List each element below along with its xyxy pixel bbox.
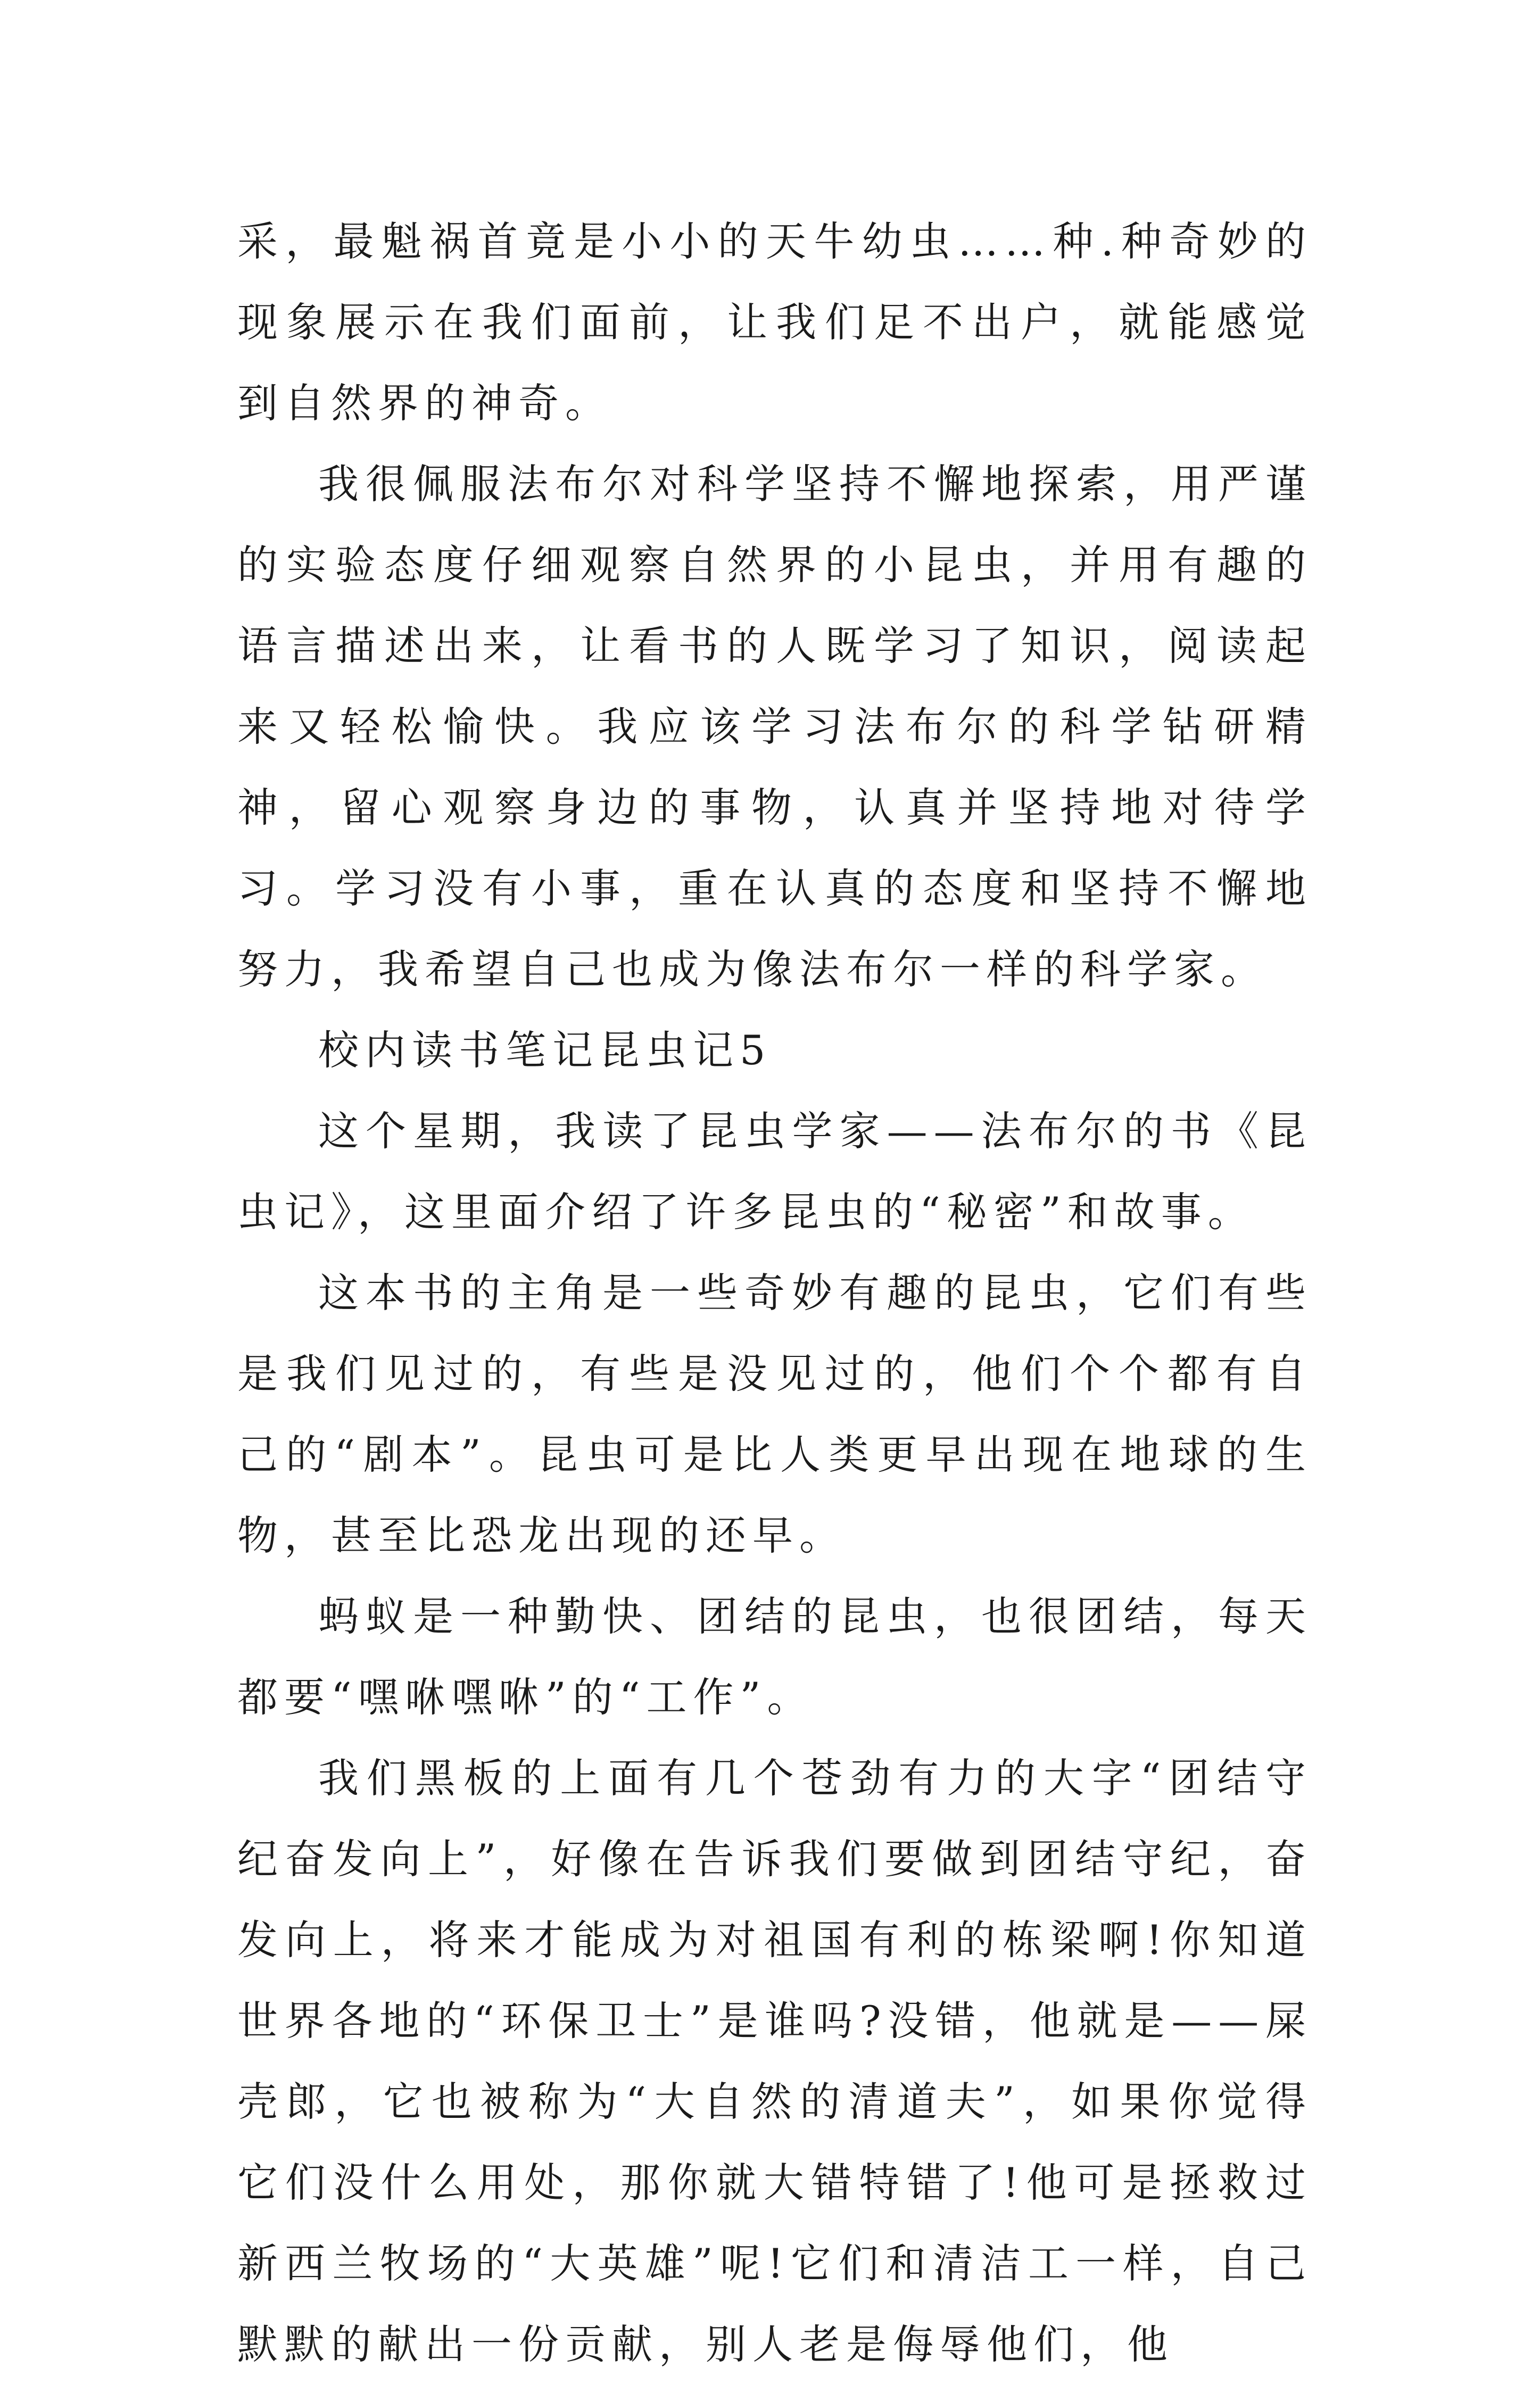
section-heading: 校内读书笔记昆虫记5 — [318, 1026, 772, 1074]
paragraph-ants: 蚂蚁是一种勤快、团结的昆虫，也很团结，每天都要“嘿咻嘿咻”的“工作”。 — [237, 1593, 1312, 1721]
paragraph-intro: 这个星期，我读了昆虫学家——法布尔的书《昆虫记》，这里面介绍了许多昆虫的“秘密”和故事。 — [237, 1107, 1312, 1236]
paragraph-dung-beetle: 我们黑板的上面有几个苍劲有力的大字“团结守纪奋发向上”，好像在告诉我们要做到团结守纪，奋发向上，将来才能成为对祖国有利的栋梁啊!你知道世界各地的“环保卫士”是谁吗?没错，他就是——屎壳郎，它也被称为“大自然的清道夫”，如果你觉得它们没什么用处，那你就大错特错了!他可是拯救过新西兰牧场的“大英雄”呢!它们和清洁工一样，自己默默的献出一份贡献，别人老是侮辱他们，他 — [237, 1754, 1312, 2368]
document-body — [237, 201, 1312, 2385]
paragraph-continuation: 采，最魁祸首竟是小小的天牛幼虫……种.种奇妙的现象展示在我们面前，让我们足不出户，就能感觉到自然界的神奇。 — [237, 218, 1312, 427]
paragraph-admiration: 我很佩服法布尔对科学坚持不懈地探索，用严谨的实验态度仔细观察自然界的小昆虫，并用有趣的语言描述出来，让看书的人既学习了知识，阅读起来又轻松愉快。我应该学习法布尔的科学钻研精神，留心观察身边的事物，认真并坚持地对待学习。学习没有小事，重在认真的态度和坚持不懈地努力，我希望自己也成为像法布尔一样的科学家。 — [237, 460, 1312, 993]
paragraph-protagonists: 这本书的主角是一些奇妙有趣的昆虫，它们有些是我们见过的，有些是没见过的，他们个个都有自己的“剧本”。昆虫可是比人类更早出现在地球的生物，甚至比恐龙出现的还早。 — [237, 1269, 1312, 1559]
